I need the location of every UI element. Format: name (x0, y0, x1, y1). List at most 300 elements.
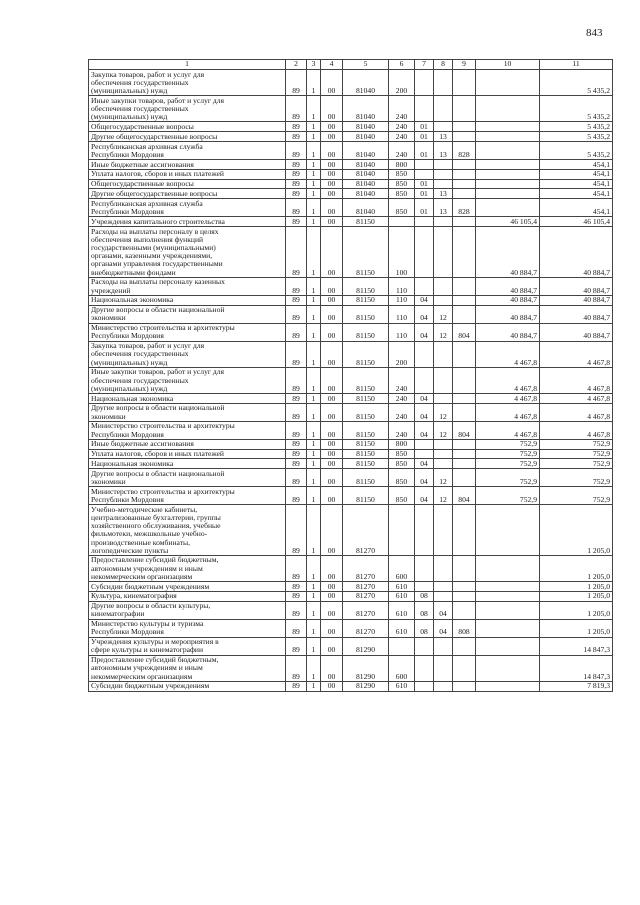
cell-c7: 01 (415, 199, 434, 217)
table-row (89, 199, 613, 217)
cell-c8: 13 (434, 199, 453, 217)
cell-c9: 804 (453, 487, 476, 505)
cell-c3: 1 (307, 96, 321, 122)
cell-c6 (389, 505, 415, 556)
row-label: Предоставление субсидий бюджетным, автономным учреждениям и иным некоммерческим организациям (89, 655, 286, 681)
cell-c3: 1 (307, 70, 321, 96)
cell-c4: 00 (321, 179, 343, 189)
row-label: Министерство строительства и архитектуры Республики Мордовия (89, 323, 286, 341)
cell-c5: 81150 (343, 449, 389, 459)
cell-c6: 610 (389, 681, 415, 691)
cell-c4: 00 (321, 403, 343, 421)
cell-c7: 01 (415, 179, 434, 189)
cell-c7: 08 (415, 591, 434, 601)
cell-c7: 04 (415, 403, 434, 421)
cell-c5: 81290 (343, 681, 389, 691)
cell-c10 (476, 169, 540, 179)
cell-c3: 1 (307, 305, 321, 323)
cell-c7 (415, 439, 434, 449)
cell-c8: 04 (434, 619, 453, 637)
table-row (89, 226, 613, 277)
cell-c3: 1 (307, 199, 321, 217)
cell-c4: 00 (321, 601, 343, 619)
table-row (89, 122, 613, 132)
cell-c8 (434, 295, 453, 305)
cell-c10 (476, 582, 540, 592)
cell-c6: 850 (389, 459, 415, 469)
row-label: Учебно-методические кабинеты, централизованные бухгалтерии, группы хозяйственного обслуживания, учебные фильмотеки, межшкольные учебно- производственные комбинаты, логопедические пункты (89, 505, 286, 556)
cell-c8 (434, 591, 453, 601)
cell-c6: 240 (389, 403, 415, 421)
row-label: Общегосударственные вопросы (89, 179, 286, 189)
row-label: Закупка товаров, работ и услуг для обеспечения государственных (муниципальных) нужд (89, 70, 286, 96)
cell-c11: 4 467,8 (540, 367, 613, 393)
cell-c4: 00 (321, 122, 343, 132)
row-label: Общегосударственные вопросы (89, 122, 286, 132)
cell-c8 (434, 277, 453, 295)
table-row (89, 169, 613, 179)
cell-c5: 81040 (343, 179, 389, 189)
table-row (89, 277, 613, 295)
cell-c2: 89 (286, 179, 307, 189)
cell-c10 (476, 70, 540, 96)
cell-c5: 81040 (343, 70, 389, 96)
cell-c2: 89 (286, 295, 307, 305)
cell-c2: 89 (286, 70, 307, 96)
cell-c9 (453, 159, 476, 169)
cell-c4: 00 (321, 637, 343, 655)
column-header: 4 (321, 60, 343, 70)
row-label: Министерство строительства и архитектуры Республики Мордовия (89, 487, 286, 505)
cell-c3: 1 (307, 505, 321, 556)
cell-c10 (476, 555, 540, 581)
cell-c4: 00 (321, 70, 343, 96)
table-row (89, 367, 613, 393)
cell-c4: 00 (321, 189, 343, 199)
cell-c10 (476, 619, 540, 637)
table-row (89, 295, 613, 305)
cell-c3: 1 (307, 403, 321, 421)
cell-c7: 01 (415, 141, 434, 159)
cell-c5: 81150 (343, 341, 389, 367)
row-label: Министерство строительства и архитектуры Республики Мордовия (89, 421, 286, 439)
cell-c4: 00 (321, 159, 343, 169)
cell-c9 (453, 459, 476, 469)
cell-c10: 4 467,8 (476, 403, 540, 421)
cell-c11: 1 205,0 (540, 505, 613, 556)
cell-c6: 600 (389, 555, 415, 581)
cell-c4: 00 (321, 199, 343, 217)
cell-c8 (434, 159, 453, 169)
cell-c6: 110 (389, 323, 415, 341)
cell-c7 (415, 681, 434, 691)
cell-c10 (476, 681, 540, 691)
cell-c8 (434, 226, 453, 277)
cell-c4: 00 (321, 277, 343, 295)
cell-c7: 01 (415, 189, 434, 199)
cell-c5: 81150 (343, 469, 389, 487)
cell-c2: 89 (286, 122, 307, 132)
row-label: Другие вопросы в области национальной экономики (89, 305, 286, 323)
cell-c2: 89 (286, 655, 307, 681)
column-header: 9 (453, 60, 476, 70)
cell-c3: 1 (307, 367, 321, 393)
cell-c11: 1 205,0 (540, 582, 613, 592)
cell-c3: 1 (307, 555, 321, 581)
cell-c11: 752,9 (540, 469, 613, 487)
cell-c3: 1 (307, 449, 321, 459)
cell-c4: 00 (321, 169, 343, 179)
cell-c7: 08 (415, 619, 434, 637)
cell-c8: 12 (434, 305, 453, 323)
cell-c6: 850 (389, 179, 415, 189)
cell-c7 (415, 70, 434, 96)
cell-c10 (476, 189, 540, 199)
cell-c5: 81150 (343, 487, 389, 505)
cell-c11: 5 435,2 (540, 141, 613, 159)
cell-c7: 01 (415, 122, 434, 132)
cell-c4: 00 (321, 341, 343, 367)
cell-c6: 850 (389, 189, 415, 199)
table-row (89, 393, 613, 403)
cell-c5: 81150 (343, 421, 389, 439)
cell-c5: 81150 (343, 305, 389, 323)
cell-c5: 81270 (343, 591, 389, 601)
cell-c3: 1 (307, 601, 321, 619)
cell-c9 (453, 403, 476, 421)
cell-c5: 81040 (343, 199, 389, 217)
cell-c11: 4 467,8 (540, 421, 613, 439)
column-header: 2 (286, 60, 307, 70)
cell-c8: 13 (434, 189, 453, 199)
table-row (89, 421, 613, 439)
table-row (89, 459, 613, 469)
cell-c5: 81150 (343, 367, 389, 393)
row-label: Министерство культуры и туризма Республики Мордовия (89, 619, 286, 637)
cell-c11: 1 205,0 (540, 619, 613, 637)
cell-c4: 00 (321, 323, 343, 341)
table-row (89, 141, 613, 159)
cell-c7 (415, 169, 434, 179)
cell-c3: 1 (307, 341, 321, 367)
row-label: Другие вопросы в области национальной экономики (89, 403, 286, 421)
cell-c6 (389, 637, 415, 655)
cell-c7: 04 (415, 421, 434, 439)
cell-c9 (453, 217, 476, 227)
cell-c10 (476, 637, 540, 655)
cell-c3: 1 (307, 189, 321, 199)
cell-c2: 89 (286, 487, 307, 505)
cell-c8 (434, 555, 453, 581)
cell-c11: 7 819,3 (540, 681, 613, 691)
table-row (89, 341, 613, 367)
cell-c9 (453, 305, 476, 323)
cell-c8: 12 (434, 469, 453, 487)
row-label: Национальная экономика (89, 393, 286, 403)
cell-c4: 00 (321, 487, 343, 505)
cell-c2: 89 (286, 505, 307, 556)
cell-c3: 1 (307, 217, 321, 227)
cell-c11: 752,9 (540, 487, 613, 505)
cell-c8 (434, 122, 453, 132)
table-header-row (89, 60, 613, 70)
row-label: Другие вопросы в области национальной экономики (89, 469, 286, 487)
cell-c10 (476, 601, 540, 619)
cell-c6: 610 (389, 619, 415, 637)
table-row (89, 469, 613, 487)
cell-c9 (453, 169, 476, 179)
cell-c7: 04 (415, 295, 434, 305)
cell-c9 (453, 655, 476, 681)
cell-c2: 89 (286, 601, 307, 619)
cell-c8 (434, 169, 453, 179)
cell-c11: 454,1 (540, 189, 613, 199)
cell-c7 (415, 96, 434, 122)
cell-c3: 1 (307, 619, 321, 637)
row-label: Иные закупки товаров, работ и услуг для обеспечения государственных (муниципальных) нужд (89, 96, 286, 122)
cell-c7: 04 (415, 487, 434, 505)
cell-c8: 12 (434, 487, 453, 505)
cell-c7 (415, 449, 434, 459)
cell-c8: 04 (434, 601, 453, 619)
cell-c11: 4 467,8 (540, 403, 613, 421)
cell-c3: 1 (307, 655, 321, 681)
cell-c3: 1 (307, 295, 321, 305)
cell-c5: 81270 (343, 619, 389, 637)
cell-c6: 610 (389, 601, 415, 619)
cell-c3: 1 (307, 323, 321, 341)
row-label: Предоставление субсидий бюджетным, автономным учреждениям и иным некоммерческим организациям (89, 555, 286, 581)
cell-c10 (476, 655, 540, 681)
cell-c2: 89 (286, 421, 307, 439)
cell-c9 (453, 132, 476, 142)
cell-c4: 00 (321, 439, 343, 449)
table-row (89, 487, 613, 505)
cell-c11: 5 435,2 (540, 132, 613, 142)
cell-c7: 04 (415, 393, 434, 403)
cell-c7 (415, 217, 434, 227)
cell-c6: 240 (389, 122, 415, 132)
table-row (89, 655, 613, 681)
column-header: 8 (434, 60, 453, 70)
cell-c3: 1 (307, 582, 321, 592)
cell-c10 (476, 122, 540, 132)
cell-c5: 81150 (343, 439, 389, 449)
column-header: 11 (540, 60, 613, 70)
cell-c5: 81040 (343, 189, 389, 199)
cell-c2: 89 (286, 132, 307, 142)
cell-c4: 00 (321, 141, 343, 159)
cell-c3: 1 (307, 487, 321, 505)
cell-c3: 1 (307, 122, 321, 132)
cell-c5: 81290 (343, 655, 389, 681)
cell-c11: 1 205,0 (540, 555, 613, 581)
table-row (89, 439, 613, 449)
cell-c11: 40 884,7 (540, 226, 613, 277)
cell-c7 (415, 277, 434, 295)
cell-c9 (453, 189, 476, 199)
cell-c10: 46 105,4 (476, 217, 540, 227)
cell-c11: 4 467,8 (540, 393, 613, 403)
cell-c10 (476, 179, 540, 189)
cell-c9 (453, 226, 476, 277)
cell-c5: 81150 (343, 323, 389, 341)
cell-c3: 1 (307, 681, 321, 691)
table-row (89, 179, 613, 189)
cell-c6: 800 (389, 159, 415, 169)
cell-c6: 850 (389, 449, 415, 459)
row-label: Национальная экономика (89, 295, 286, 305)
cell-c9 (453, 122, 476, 132)
cell-c7: 04 (415, 459, 434, 469)
cell-c2: 89 (286, 469, 307, 487)
cell-c11: 14 847,3 (540, 655, 613, 681)
cell-c6: 240 (389, 421, 415, 439)
cell-c5: 81150 (343, 226, 389, 277)
cell-c11: 454,1 (540, 199, 613, 217)
cell-c10 (476, 199, 540, 217)
table-row (89, 601, 613, 619)
cell-c11: 5 435,2 (540, 70, 613, 96)
cell-c9 (453, 70, 476, 96)
cell-c7: 08 (415, 601, 434, 619)
cell-c7 (415, 582, 434, 592)
cell-c4: 00 (321, 449, 343, 459)
cell-c6: 110 (389, 277, 415, 295)
cell-c9 (453, 505, 476, 556)
cell-c2: 89 (286, 681, 307, 691)
table-row (89, 505, 613, 556)
cell-c5: 81150 (343, 403, 389, 421)
cell-c10: 40 884,7 (476, 305, 540, 323)
cell-c10: 40 884,7 (476, 323, 540, 341)
cell-c10: 752,9 (476, 449, 540, 459)
table-row (89, 323, 613, 341)
row-label: Другие вопросы в области культуры, кинематографии (89, 601, 286, 619)
column-header: 3 (307, 60, 321, 70)
cell-c4: 00 (321, 132, 343, 142)
table-row (89, 637, 613, 655)
cell-c8: 12 (434, 421, 453, 439)
cell-c7 (415, 505, 434, 556)
cell-c6: 850 (389, 487, 415, 505)
cell-c8 (434, 439, 453, 449)
table-row (89, 591, 613, 601)
cell-c2: 89 (286, 459, 307, 469)
cell-c8: 12 (434, 323, 453, 341)
cell-c5: 81150 (343, 459, 389, 469)
row-label: Уплата налогов, сборов и иных платежей (89, 449, 286, 459)
cell-c2: 89 (286, 393, 307, 403)
cell-c6: 110 (389, 305, 415, 323)
cell-c6: 850 (389, 169, 415, 179)
cell-c10: 752,9 (476, 439, 540, 449)
cell-c5: 81150 (343, 277, 389, 295)
cell-c8: 13 (434, 141, 453, 159)
cell-c5: 81040 (343, 169, 389, 179)
cell-c8 (434, 582, 453, 592)
cell-c11: 4 467,8 (540, 341, 613, 367)
cell-c3: 1 (307, 169, 321, 179)
cell-c7: 04 (415, 305, 434, 323)
cell-c11: 5 435,2 (540, 122, 613, 132)
row-label: Субсидии бюджетным учреждениям (89, 681, 286, 691)
cell-c2: 89 (286, 403, 307, 421)
column-header: 5 (343, 60, 389, 70)
column-header: 7 (415, 60, 434, 70)
cell-c5: 81040 (343, 159, 389, 169)
cell-c8 (434, 217, 453, 227)
cell-c5: 81270 (343, 601, 389, 619)
cell-c5: 81270 (343, 505, 389, 556)
cell-c11: 454,1 (540, 159, 613, 169)
cell-c6: 600 (389, 655, 415, 681)
cell-c8 (434, 637, 453, 655)
cell-c6: 240 (389, 367, 415, 393)
cell-c3: 1 (307, 132, 321, 142)
cell-c4: 00 (321, 619, 343, 637)
cell-c4: 00 (321, 367, 343, 393)
cell-c4: 00 (321, 295, 343, 305)
cell-c3: 1 (307, 591, 321, 601)
cell-c11: 454,1 (540, 169, 613, 179)
cell-c4: 00 (321, 459, 343, 469)
cell-c10: 752,9 (476, 469, 540, 487)
cell-c10 (476, 141, 540, 159)
table-row (89, 582, 613, 592)
table-row (89, 159, 613, 169)
cell-c11: 14 847,3 (540, 637, 613, 655)
cell-c10 (476, 505, 540, 556)
cell-c9 (453, 449, 476, 459)
table-row (89, 217, 613, 227)
row-label: Закупка товаров, работ и услуг для обеспечения государственных (муниципальных) нужд (89, 341, 286, 367)
cell-c4: 00 (321, 217, 343, 227)
cell-c6: 240 (389, 132, 415, 142)
cell-c7 (415, 159, 434, 169)
cell-c9 (453, 179, 476, 189)
cell-c6: 800 (389, 439, 415, 449)
cell-c3: 1 (307, 226, 321, 277)
cell-c7: 04 (415, 323, 434, 341)
cell-c8: 12 (434, 403, 453, 421)
cell-c8 (434, 341, 453, 367)
cell-c11: 40 884,7 (540, 323, 613, 341)
cell-c4: 00 (321, 655, 343, 681)
cell-c8 (434, 681, 453, 691)
cell-c11: 5 435,2 (540, 96, 613, 122)
cell-c11: 752,9 (540, 459, 613, 469)
cell-c5: 81040 (343, 96, 389, 122)
cell-c2: 89 (286, 199, 307, 217)
cell-c9: 804 (453, 421, 476, 439)
cell-c3: 1 (307, 459, 321, 469)
cell-c10 (476, 132, 540, 142)
table-row (89, 403, 613, 421)
cell-c2: 89 (286, 169, 307, 179)
table-row (89, 449, 613, 459)
cell-c10 (476, 96, 540, 122)
cell-c9 (453, 277, 476, 295)
row-label: Уплата налогов, сборов и иных платежей (89, 169, 286, 179)
cell-c2: 89 (286, 141, 307, 159)
cell-c2: 89 (286, 637, 307, 655)
cell-c10 (476, 159, 540, 169)
cell-c6: 200 (389, 341, 415, 367)
row-label: Учреждения капитального строительства (89, 217, 286, 227)
row-label: Иные бюджетные ассигнования (89, 439, 286, 449)
cell-c6: 850 (389, 469, 415, 487)
